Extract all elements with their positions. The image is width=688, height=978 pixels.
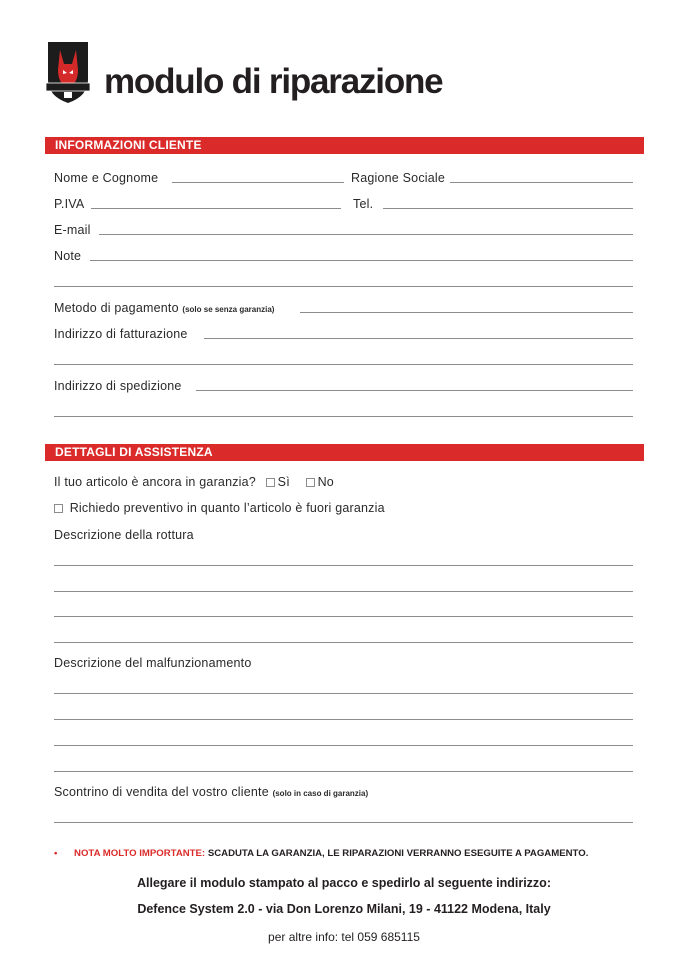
malfunction-line-3[interactable] bbox=[54, 745, 633, 746]
email-field[interactable] bbox=[99, 234, 633, 235]
receipt-note: (solo in caso di garanzia) bbox=[272, 789, 369, 798]
vat-label: P.IVA bbox=[54, 197, 85, 211]
warranty-yes-checkbox[interactable] bbox=[266, 478, 275, 487]
billing-field-2[interactable] bbox=[54, 364, 633, 365]
logo bbox=[44, 40, 92, 104]
note-text: SCADUTA LA GARANZIA, LE RIPARAZIONI VERRANNO ESEGUITE A PAGAMENTO. bbox=[207, 848, 589, 859]
breakage-line-3[interactable] bbox=[54, 616, 633, 617]
page-title: modulo di riparazione bbox=[104, 62, 443, 101]
receipt-label bbox=[54, 785, 368, 799]
notes-label: Note bbox=[54, 249, 82, 263]
warranty-question: Il tuo articolo è ancora in garanzia? bbox=[54, 475, 256, 489]
shipping-label: Indirizzo di spedizione bbox=[54, 379, 182, 393]
phone-label: Tel. bbox=[353, 197, 374, 211]
payment-label bbox=[54, 301, 274, 315]
shipping-field[interactable] bbox=[196, 390, 633, 391]
note-bullet: • bbox=[54, 848, 58, 859]
receipt-label-text: Scontrino di vendita del vostro cliente bbox=[54, 785, 269, 799]
payment-field[interactable] bbox=[300, 312, 633, 313]
shipping-field-2[interactable] bbox=[54, 416, 633, 417]
breakage-line-2[interactable] bbox=[54, 591, 633, 592]
billing-field[interactable] bbox=[204, 338, 633, 339]
section-header-service: DETTAGLI DI ASSISTENZA bbox=[45, 444, 644, 461]
warranty-no-checkbox[interactable] bbox=[306, 478, 315, 487]
name-label: Nome e Cognome bbox=[54, 171, 159, 185]
quote-row bbox=[54, 501, 385, 515]
payment-label-text: Metodo di pagamento bbox=[54, 301, 179, 315]
section-header-customer: INFORMAZIONI CLIENTE bbox=[45, 137, 644, 154]
malfunction-line-4[interactable] bbox=[54, 771, 633, 772]
quote-label: Richiedo preventivo in quanto l’articolo è fuori garanzia bbox=[69, 501, 385, 515]
shield-icon bbox=[44, 40, 92, 104]
note-title: NOTA MOLTO IMPORTANTE: bbox=[74, 848, 206, 859]
name-field[interactable] bbox=[172, 182, 344, 183]
footer-info: per altre info: tel 059 685115 bbox=[268, 930, 420, 944]
notes-field[interactable] bbox=[90, 260, 633, 261]
footer-instructions: Allegare il modulo stampato al pacco e spedirlo al seguente indirizzo: bbox=[137, 876, 551, 890]
company-label: Ragione Sociale bbox=[351, 171, 446, 185]
important-note bbox=[54, 848, 588, 859]
payment-note: (solo se senza garanzia) bbox=[182, 305, 275, 314]
email-label: E-mail bbox=[54, 223, 91, 237]
warranty-row bbox=[54, 475, 334, 489]
company-field[interactable] bbox=[450, 182, 633, 183]
breakage-line-4[interactable] bbox=[54, 642, 633, 643]
vat-field[interactable] bbox=[91, 208, 341, 209]
notes-field-2[interactable] bbox=[54, 286, 633, 287]
phone-field[interactable] bbox=[383, 208, 633, 209]
footer-address: Defence System 2.0 - via Don Lorenzo Milani, 19 - 41122 Modena, Italy bbox=[137, 902, 551, 916]
malfunction-line-2[interactable] bbox=[54, 719, 633, 720]
billing-label: Indirizzo di fatturazione bbox=[54, 327, 188, 341]
receipt-field[interactable] bbox=[54, 822, 633, 823]
malfunction-label: Descrizione del malfunzionamento bbox=[54, 656, 252, 670]
malfunction-line-1[interactable] bbox=[54, 693, 633, 694]
warranty-yes-label: Sì bbox=[277, 475, 290, 489]
warranty-no-label: No bbox=[317, 475, 334, 489]
breakage-label: Descrizione della rottura bbox=[54, 528, 194, 542]
breakage-line-1[interactable] bbox=[54, 565, 633, 566]
quote-checkbox[interactable] bbox=[54, 504, 63, 513]
